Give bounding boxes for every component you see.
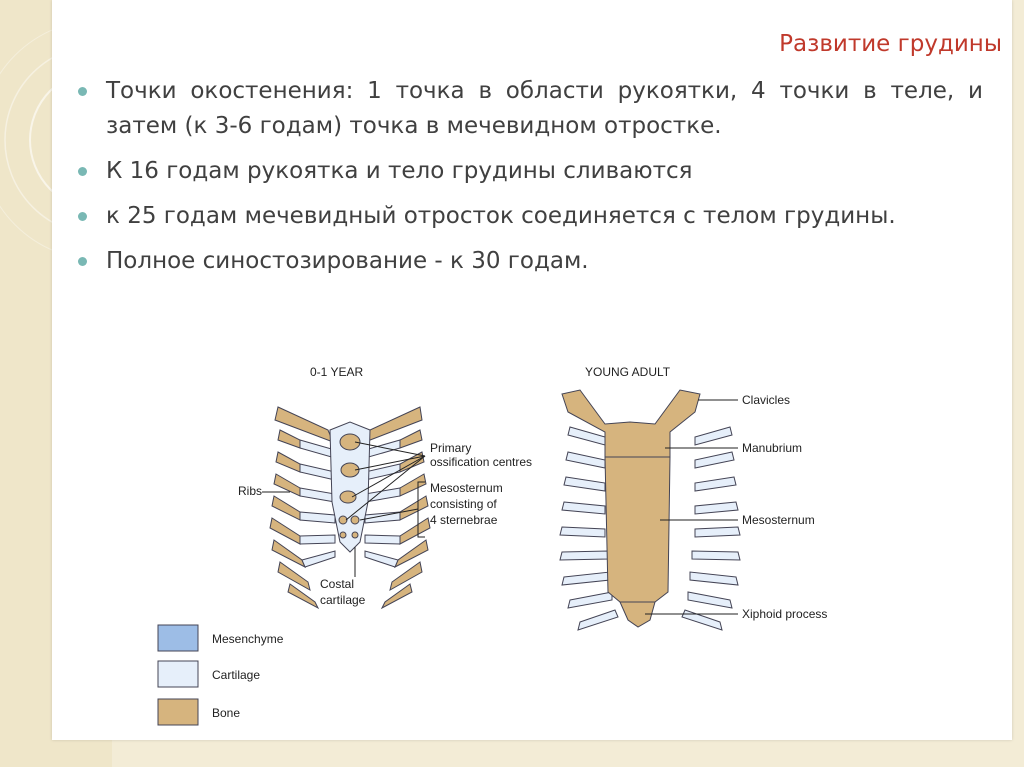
legend	[158, 625, 284, 725]
label-primary-line1: Primary	[430, 441, 472, 455]
legend-swatch-cartilage	[158, 661, 198, 687]
legend-swatch-bone	[158, 699, 198, 725]
label-clavicles: Clavicles	[742, 393, 791, 407]
legend-label-cartilage: Cartilage	[212, 668, 261, 682]
legend-swatch-mesenchyme	[158, 625, 198, 651]
label-ribs: Ribs	[238, 484, 263, 498]
slide-title: Развитие грудины	[779, 31, 1002, 57]
legend-label-bone: Bone	[212, 706, 241, 720]
infant-sternum	[330, 422, 370, 552]
legend-label-mesenchyme: Mesenchyme	[212, 632, 284, 646]
label-meso-line1: Mesosternum	[430, 481, 503, 495]
sternum-diagram	[150, 352, 870, 740]
bullet-item: Точки окостенения: 1 точка в области рукоятки, 4 точки в теле, и затем (к 3-6 годам) точка в мечевидном отростке.	[78, 74, 983, 144]
left-figure-title: 0-1 YEAR	[310, 365, 364, 379]
label-meso-line3: 4 sternebrae	[430, 513, 498, 527]
label-costal-line2: cartilage	[320, 593, 366, 607]
bullet-item: Полное синостозирование - к 30 годам.	[78, 244, 983, 279]
label-xiphoid: Xiphoid process	[742, 607, 828, 621]
sternum-figure	[150, 352, 870, 740]
label-mesosternum: Mesosternum	[742, 513, 815, 527]
right-figure-title: YOUNG ADULT	[585, 365, 671, 379]
label-meso-line2: consisting of	[430, 497, 497, 511]
bullet-item: к 25 годам мечевидный отросток соединяется с телом грудины.	[78, 199, 983, 234]
label-manubrium: Manubrium	[742, 441, 803, 455]
bullet-item: К 16 годам рукоятка и тело грудины сливаются	[78, 154, 983, 189]
label-costal-line1: Costal	[320, 577, 355, 591]
label-primary-line2: ossification centres	[430, 455, 533, 469]
bullet-list	[78, 74, 983, 289]
